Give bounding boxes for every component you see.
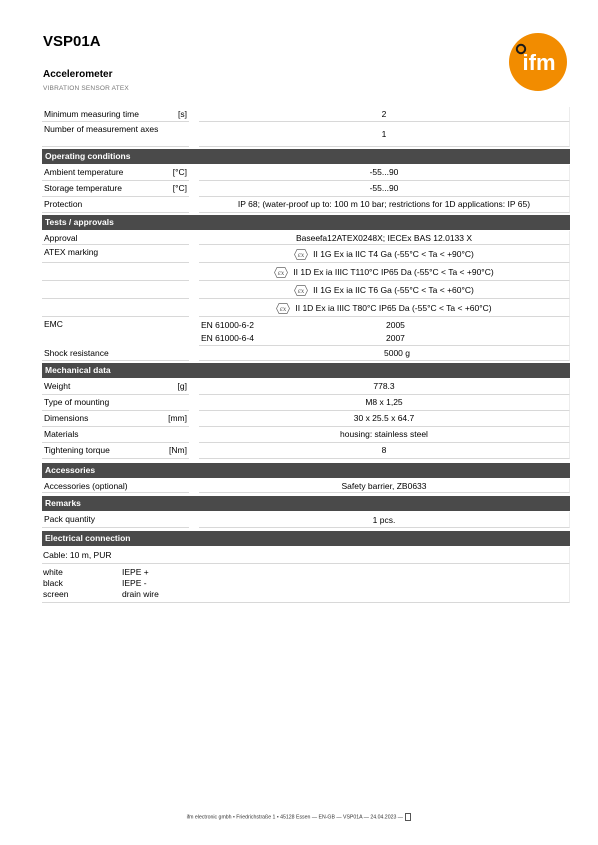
page-footer	[0, 813, 598, 821]
row-value: -55...90	[199, 181, 570, 197]
row-value: 2	[199, 107, 570, 122]
row-value: -55...90	[199, 165, 570, 181]
row-label: Approval	[42, 231, 164, 246]
row-label: Minimum measuring time	[42, 107, 164, 122]
table-row	[42, 165, 570, 181]
table-row	[42, 122, 570, 147]
cable-spec: Cable: 10 m, PUR	[42, 547, 570, 564]
atex-value	[199, 299, 570, 317]
emc-line	[199, 319, 569, 332]
section-header-accessories: Accessories	[42, 463, 570, 478]
footer-text: ifm electronic gmbh • Friedrichstraße 1 • 45128 Essen — EN-GB — VSP01A — 24.04.2023 —	[186, 814, 403, 821]
table-row	[42, 512, 570, 528]
product-category: VIBRATION SENSOR ATEX	[43, 85, 129, 92]
row-unit: [°C]	[164, 181, 189, 197]
atex-text: II 1D Ex ia IIIC T110°C IP65 Da (-55°C < Ta < +90°C)	[293, 266, 494, 277]
emc-standard: EN 61000-6-2	[201, 320, 254, 330]
row-unit: [s]	[164, 107, 189, 122]
row-label: Tightening torque	[42, 443, 164, 459]
emc-standard: EN 61000-6-4	[201, 332, 254, 343]
table-row	[42, 479, 570, 494]
row-label: Ambient temperature	[42, 165, 164, 181]
wire-row	[43, 578, 569, 589]
row-label: Shock resistance	[42, 346, 164, 361]
table-row	[42, 411, 570, 427]
ex-hexagon-icon	[276, 303, 290, 314]
emc-block	[199, 317, 570, 346]
table-row	[42, 245, 570, 263]
row-value: IP 68; (water-proof up to: 100 m 10 bar; restrictions for 1D applications: IP 65)	[199, 197, 570, 213]
emc-line	[199, 332, 569, 345]
row-label: Type of mounting	[42, 395, 164, 411]
section-header-mechanical: Mechanical data	[42, 363, 570, 378]
wire-signal: IEPE +	[122, 567, 149, 577]
table-row	[42, 379, 570, 395]
atex-text: II 1G Ex ia IIC T6 Ga (-55°C < Ta < +60°C)	[313, 284, 474, 295]
wire-row	[43, 567, 569, 578]
section-header-operating: Operating conditions	[42, 149, 570, 164]
row-unit: [°C]	[164, 165, 189, 181]
section-header-electrical: Electrical connection	[42, 531, 570, 546]
ex-hexagon-icon	[274, 267, 288, 278]
row-label: EMC	[44, 319, 63, 329]
atex-value	[199, 281, 570, 299]
logo-text: ifm	[522, 50, 556, 75]
row-label: Materials	[42, 427, 164, 443]
row-label: Accessories (optional)	[42, 479, 164, 494]
row-label: Storage temperature	[42, 181, 164, 197]
table-row	[42, 317, 570, 346]
row-unit	[164, 427, 189, 443]
row-value: Baseefa12ATEX0248X; IECEx BAS 12.0133 X	[199, 231, 570, 246]
atex-value	[199, 245, 570, 263]
emc-year: 2005	[386, 320, 405, 330]
atex-text: II 1G Ex ia IIC T4 Ga (-55°C < Ta < +90°C)	[313, 248, 474, 259]
row-value: 5000 g	[199, 346, 570, 361]
row-unit	[164, 122, 189, 147]
row-value: housing: stainless steel	[199, 427, 570, 443]
row-label: Pack quantity	[42, 512, 164, 528]
wire-color: black	[43, 578, 63, 588]
row-value: 1 pcs.	[199, 512, 570, 528]
row-unit: [mm]	[164, 411, 189, 427]
table-row	[42, 299, 570, 317]
svg-text:εx: εx	[280, 305, 287, 313]
product-subtitle: Accelerometer	[43, 69, 113, 80]
wire-color: screen	[43, 589, 69, 599]
ex-hexagon-icon	[294, 285, 308, 296]
row-value: 778.3	[199, 379, 570, 395]
row-value: 30 x 25.5 x 64.7	[199, 411, 570, 427]
wire-row	[43, 589, 569, 600]
datasheet-table	[42, 107, 570, 603]
table-row	[42, 231, 570, 246]
wire-list	[42, 564, 570, 603]
row-label: ATEX marking	[42, 245, 164, 263]
table-row	[42, 427, 570, 443]
row-label: Dimensions	[42, 411, 164, 427]
row-label: Number of measurement axes	[42, 122, 164, 147]
svg-text:εx: εx	[297, 251, 305, 259]
row-label: Protection	[42, 197, 164, 213]
row-unit	[164, 197, 189, 213]
atex-text: II 1D Ex ia IIIC T80°C IP65 Da (-55°C < Ta < +60°C)	[295, 302, 492, 313]
section-header-remarks: Remarks	[42, 496, 570, 511]
wire-signal: IEPE -	[122, 578, 147, 588]
table-row	[42, 197, 570, 213]
svg-text:εx: εx	[297, 287, 305, 295]
table-row	[42, 346, 570, 361]
row-unit: [Nm]	[164, 443, 189, 459]
table-row	[42, 107, 570, 122]
ex-hexagon-icon	[294, 249, 308, 260]
row-value: 1	[199, 122, 570, 147]
table-row	[42, 263, 570, 281]
svg-text:εx: εx	[278, 269, 285, 277]
page-marker-icon	[405, 813, 411, 821]
section-header-tests: Tests / approvals	[42, 215, 570, 230]
table-row	[42, 395, 570, 411]
product-title: VSP01A	[43, 33, 101, 50]
row-unit	[164, 395, 189, 411]
row-value: Safety barrier, ZB0633	[199, 479, 570, 494]
table-row	[42, 281, 570, 299]
row-unit: [g]	[164, 379, 189, 395]
table-row	[42, 181, 570, 197]
emc-year: 2007	[386, 332, 405, 343]
row-value: 8	[199, 443, 570, 459]
row-value: M8 x 1,25	[199, 395, 570, 411]
ifm-logo	[509, 33, 567, 91]
atex-value	[199, 263, 570, 281]
table-row	[42, 443, 570, 459]
row-label: Weight	[42, 379, 164, 395]
wire-signal: drain wire	[122, 589, 159, 599]
wire-color: white	[43, 567, 63, 577]
